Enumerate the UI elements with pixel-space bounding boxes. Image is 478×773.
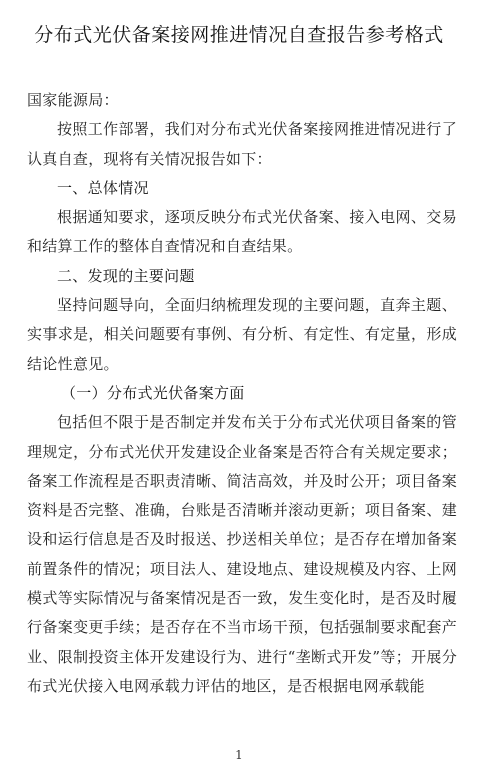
section-paragraph-overview: 根据通知要求，逐项反映分布式光伏备案、接入电网、交易和结算工作的整体自查情况和自查结果。 xyxy=(27,208,457,256)
section-heading-problems: 二、发现的主要问题 xyxy=(57,266,195,285)
intro-paragraph: 按照工作部署，我们对分布式光伏备案接网推进情况进行了认真自查，现将有关情况报告如下： xyxy=(27,120,457,168)
section-paragraph-problems: 坚持问题导向，全面归纳梳理发现的主要问题，直奔主题、实事求是，相关问题要有事例、有分析、有定性、有定量，形成结论性意见。 xyxy=(27,296,457,373)
document-title: 分布式光伏备案接网推进情况自查报告参考格式 xyxy=(34,24,444,46)
subsection-heading-filing: （一）分布式光伏备案方面 xyxy=(61,383,245,402)
section-heading-overview: 一、总体情况 xyxy=(57,178,149,197)
subsection-paragraph-filing: 包括但不限于是否制定并发布关于分布式光伏项目备案的管理规定，分布式光伏开发建设企业备案是否符合有关规定要求；备案工作流程是否职责清晰、简洁高效，并及时公开；项目备案资料是否完整、准确，台账是否清晰并滚动更新；项目备案、建设和运行信息是否及时报送、抄送相关单位；是否存在增加备案前置条件的情况；项目法人、建设地点、建设规模及内容、上网模式等实际情况与备案情况是否一致，发生变化时，是否及时履行备案变更手续；是否存在不当市场干预，包括强制要求配套产业、限制投资主体开发建设行为、进行“垄断式开发”等；开展分布式光伏接入电网承载力评估的地区，是否根据电网承载能 xyxy=(27,413,457,695)
salutation: 国家能源局： xyxy=(27,91,119,109)
document-body xyxy=(27,86,457,701)
page-number: 1 xyxy=(235,748,243,762)
